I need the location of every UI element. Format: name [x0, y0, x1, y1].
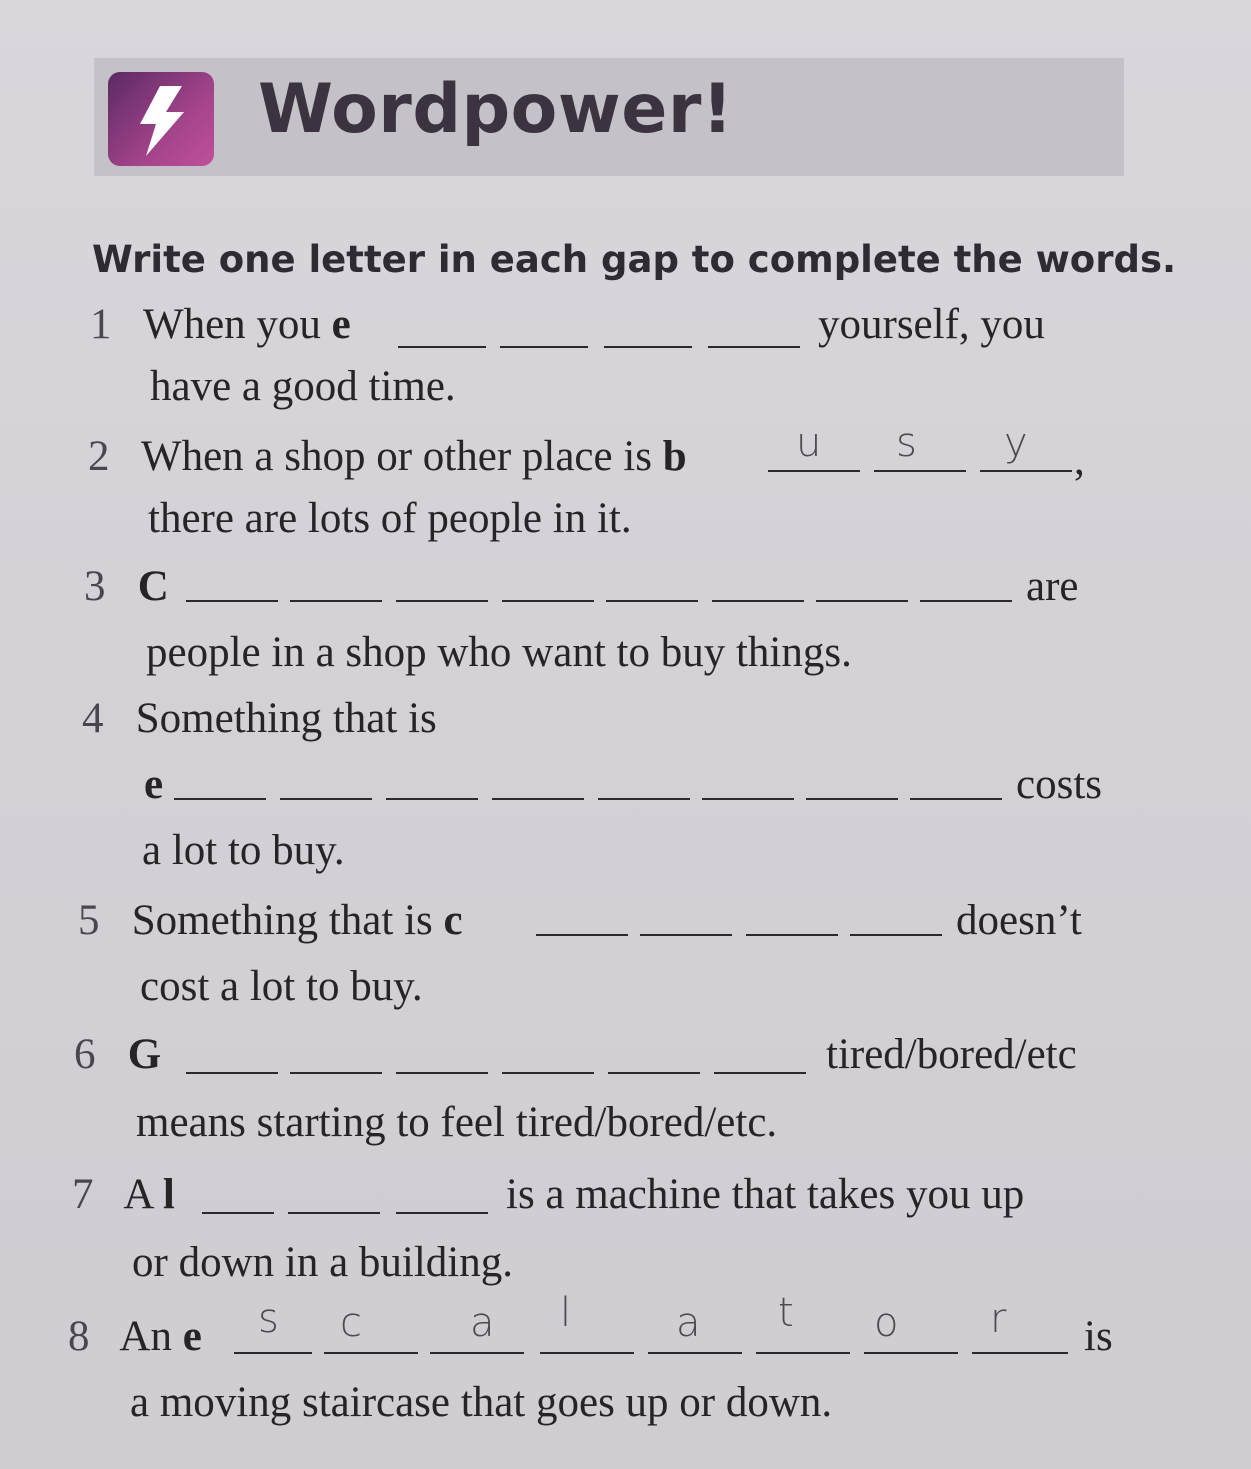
answer-gap[interactable]: [290, 600, 382, 602]
item-line-2: means starting to feel tired/bored/etc.: [136, 1099, 778, 1146]
item-text-after: ,: [1074, 437, 1085, 484]
answer-gap[interactable]: [502, 600, 594, 602]
item-text-after: costs: [1016, 761, 1102, 808]
handwritten-answer: l: [560, 1290, 572, 1336]
handwritten-answer: y: [1004, 420, 1028, 466]
answer-gap[interactable]: [492, 798, 584, 800]
exercise-item-7: 7 A l: [72, 1171, 175, 1218]
handwritten-answer: t: [778, 1290, 794, 1336]
handwritten-answer: a: [676, 1300, 701, 1346]
answer-gap[interactable]: [972, 1352, 1068, 1354]
handwritten-answer: s: [896, 420, 917, 466]
answer-gap[interactable]: [500, 346, 588, 348]
item-4-cue: e: [144, 761, 164, 808]
answer-gap[interactable]: [174, 798, 266, 800]
handwritten-answer: a: [470, 1300, 495, 1346]
answer-gap[interactable]: [708, 346, 800, 348]
answer-gap[interactable]: [606, 600, 698, 602]
item-text-after: is: [1084, 1313, 1113, 1360]
answer-gap[interactable]: [920, 600, 1012, 602]
answer-gap[interactable]: [864, 1352, 958, 1354]
answer-gap[interactable]: [604, 346, 692, 348]
answer-gap[interactable]: [850, 934, 942, 936]
item-text-after: are: [1026, 563, 1079, 610]
answer-gap[interactable]: [396, 600, 488, 602]
item-text-after: is a machine that takes you up: [506, 1171, 1025, 1218]
item-line-2: or down in a building.: [132, 1239, 513, 1286]
answer-gap[interactable]: [598, 798, 690, 800]
answer-gap[interactable]: [288, 1212, 380, 1214]
item-text-after: doesn’t: [956, 897, 1082, 944]
exercise-item-2: 2 When a shop or other place is b: [88, 433, 687, 480]
answer-gap[interactable]: [386, 798, 478, 800]
exercise-item-3: 3 C: [84, 563, 169, 610]
handwritten-answer: u: [796, 420, 822, 466]
exercise-item-1: 1 When you e: [90, 301, 351, 348]
lightning-bolt-icon: [108, 72, 214, 166]
handwritten-answer: r: [990, 1296, 1007, 1342]
item-line-2: there are lots of people in it.: [148, 495, 632, 542]
answer-gap[interactable]: [714, 1072, 806, 1074]
exercise-item-4: 4 Something that is: [82, 695, 437, 742]
answer-gap[interactable]: [980, 470, 1072, 472]
exercise-item-5: 5 Something that is c: [78, 897, 463, 944]
answer-gap[interactable]: [324, 1352, 418, 1354]
exercise-item-6: 6 G: [74, 1031, 162, 1078]
answer-gap[interactable]: [202, 1212, 274, 1214]
item-line-2: a moving staircase that goes up or down.: [130, 1379, 833, 1426]
answer-gap[interactable]: [746, 934, 838, 936]
answer-gap[interactable]: [430, 1352, 524, 1354]
answer-gap[interactable]: [874, 470, 966, 472]
answer-gap[interactable]: [280, 798, 372, 800]
handwritten-answer: o: [874, 1300, 899, 1346]
answer-gap[interactable]: [756, 1352, 850, 1354]
answer-gap[interactable]: [702, 798, 794, 800]
exercise-item-8: 8 An e: [68, 1313, 202, 1360]
answer-gap[interactable]: [502, 1072, 594, 1074]
page-title: Wordpower!: [258, 70, 734, 149]
item-line-2: a lot to buy.: [142, 827, 345, 874]
answer-gap[interactable]: [910, 798, 1002, 800]
answer-gap[interactable]: [186, 1072, 278, 1074]
answer-gap[interactable]: [640, 934, 732, 936]
answer-gap[interactable]: [540, 1352, 634, 1354]
answer-gap[interactable]: [234, 1352, 312, 1354]
item-line-2: have a good time.: [150, 363, 456, 410]
answer-gap[interactable]: [648, 1352, 742, 1354]
item-text-after: yourself, you: [818, 301, 1045, 348]
answer-gap[interactable]: [186, 600, 278, 602]
answer-gap[interactable]: [768, 470, 860, 472]
answer-gap[interactable]: [396, 1212, 488, 1214]
handwritten-answer: c: [340, 1300, 362, 1346]
answer-gap[interactable]: [290, 1072, 382, 1074]
answer-gap[interactable]: [608, 1072, 700, 1074]
item-line-2: people in a shop who want to buy things.: [146, 629, 852, 676]
answer-gap[interactable]: [806, 798, 898, 800]
answer-gap[interactable]: [712, 600, 804, 602]
item-line-2: cost a lot to buy.: [140, 963, 423, 1010]
answer-gap[interactable]: [536, 934, 628, 936]
exercise-instruction: Write one letter in each gap to complete the words.: [92, 238, 1177, 281]
handwritten-answer: s: [258, 1296, 279, 1342]
answer-gap[interactable]: [816, 600, 908, 602]
answer-gap[interactable]: [398, 346, 486, 348]
answer-gap[interactable]: [396, 1072, 488, 1074]
item-text-after: tired/bored/etc: [826, 1031, 1077, 1078]
